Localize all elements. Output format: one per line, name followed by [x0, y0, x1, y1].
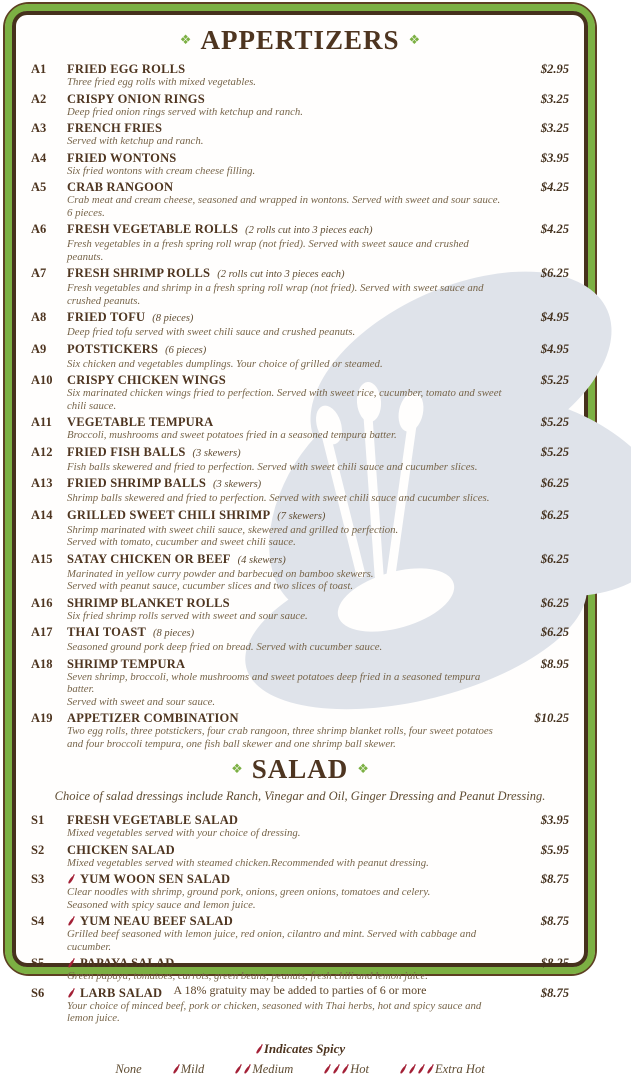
item-code: A8	[31, 310, 47, 324]
item-name-line	[67, 914, 507, 928]
menu-item-row	[31, 180, 569, 219]
item-description	[67, 671, 507, 709]
item-code: A5	[31, 180, 47, 194]
item-name: GRILLED SWEET CHILI SHRIMP	[67, 507, 271, 522]
item-price: $3.95	[540, 150, 569, 165]
item-main	[67, 657, 507, 709]
item-price: $8.75	[540, 914, 569, 928]
item-main	[67, 151, 507, 178]
item-code: A4	[31, 150, 47, 165]
item-name-line	[67, 843, 507, 857]
legend-level	[172, 1062, 205, 1077]
item-name-line	[67, 415, 507, 429]
item-main	[67, 180, 507, 219]
item-name: APPETIZER COMBINATION	[67, 711, 239, 725]
legend-level-label: Medium	[252, 1061, 294, 1076]
item-name-line	[67, 445, 507, 461]
item-description	[67, 387, 507, 412]
item-name-line	[67, 310, 507, 326]
item-name: FRIED SHRIMP BALLS	[67, 476, 207, 490]
item-name: FRIED FISH BALLS	[67, 444, 186, 459]
item-description	[67, 568, 507, 593]
item-description-line: Deep fried onion rings served with ketchup and ranch.	[67, 105, 303, 118]
item-description	[67, 1000, 507, 1025]
item-name: FRESH VEGETABLE ROLLS	[67, 222, 239, 236]
item-name: SHRIMP BLANKET ROLLS	[67, 595, 230, 610]
item-name-line	[67, 508, 507, 524]
item-main	[67, 711, 507, 750]
legend-level	[399, 1062, 485, 1077]
item-main	[67, 508, 507, 549]
item-spicy-icons	[67, 912, 76, 929]
spicy-legend-levels	[31, 1062, 569, 1077]
item-price: $3.25	[540, 91, 569, 106]
item-name-line	[67, 92, 507, 106]
item-code: S4	[31, 914, 45, 928]
item-main	[67, 62, 507, 89]
item-code: A1	[31, 62, 47, 76]
item-description	[67, 641, 507, 654]
item-name: CRISPY ONION RINGS	[67, 91, 205, 106]
menu-item-row	[31, 476, 569, 505]
item-price: $5.95	[540, 842, 569, 857]
item-code: A2	[31, 91, 47, 106]
item-name-line	[67, 180, 507, 194]
item-code: S2	[31, 842, 45, 857]
item-description-line: Six fried wontons with cream cheese filling.	[67, 164, 256, 177]
item-name-line	[67, 222, 507, 238]
chili-icon	[66, 987, 75, 999]
item-description-line: Crab meat and cream cheese, seasoned and wrapped in wontons. Served with sweet and sour sauce. 6 pieces.	[67, 194, 501, 219]
menu-item-row	[31, 872, 569, 911]
item-description	[67, 194, 507, 219]
spicy-legend-title-text: Indicates Spicy	[263, 1040, 346, 1056]
menu-item-row	[31, 843, 569, 870]
item-name: THAI TOAST	[67, 625, 147, 639]
item-name-line	[67, 476, 507, 492]
menu-item-row	[31, 657, 569, 709]
ornament-icon: ❖	[408, 33, 421, 48]
chili-icon	[398, 1063, 407, 1075]
item-price: $4.95	[540, 341, 569, 356]
item-qualifier: (8 pieces)	[152, 313, 194, 324]
item-qualifier: (6 pieces)	[165, 344, 207, 356]
item-name-line	[67, 872, 507, 886]
item-description-line: Mixed vegetables served with steamed chicken.Recommended with peanut dressing.	[67, 856, 429, 869]
chili-icon	[407, 1063, 416, 1075]
section-title: SALAD	[251, 754, 349, 784]
item-name: FRESH VEGETABLE SALAD	[67, 813, 239, 827]
item-description-line: Your choice of minced beef, pork or chicken, seasoned with Thai herbs, hot and spicy sauce and lemon juice.	[67, 999, 482, 1024]
chili-icon	[425, 1063, 434, 1075]
item-description-line: Three fried egg rolls with mixed vegetables.	[67, 76, 257, 88]
item-name-line	[67, 956, 507, 970]
menu-item-row	[31, 310, 569, 339]
item-spicy-icons	[67, 954, 76, 971]
item-description	[67, 461, 507, 474]
item-name-line	[67, 986, 507, 1000]
chili-icon	[243, 1063, 252, 1075]
item-description-line: Shrimp marinated with sweet chili sauce, skewered and grilled to perfection.	[67, 523, 399, 536]
item-name-line	[67, 596, 507, 610]
item-description-line: Served with peanut sauce, cucumber slices and two slices of toast.	[67, 580, 354, 592]
legend-level-label: Mild	[180, 1061, 205, 1076]
item-name-line	[67, 657, 507, 671]
item-code: S6	[31, 985, 45, 1000]
item-description-line: Served with ketchup and ranch.	[67, 135, 204, 147]
menu-item-row	[31, 625, 569, 654]
item-name-line	[67, 625, 507, 641]
item-main	[67, 625, 507, 654]
item-name-line	[67, 711, 507, 725]
item-name: YUM NEAU BEEF SALAD	[80, 914, 234, 928]
ornament-icon: ❖	[179, 33, 192, 48]
item-main	[67, 596, 507, 623]
menu-item-row	[31, 373, 569, 412]
item-description	[67, 165, 507, 178]
item-name: FRESH SHRIMP ROLLS	[67, 266, 211, 280]
item-code: A16	[31, 595, 53, 610]
menu-item-row	[31, 92, 569, 119]
menu-item-row	[31, 711, 569, 750]
item-price: $3.95	[540, 813, 569, 827]
item-name: LARB SALAD	[80, 985, 163, 1000]
item-price: $8.75	[540, 872, 569, 886]
item-price: $6.25	[540, 625, 569, 639]
item-price: $8.75	[540, 985, 569, 1000]
item-description-line: Six marinated chicken wings fried to perfection. Served with sweet rice, cucumber, tomato and sweet chili sauce.	[67, 387, 502, 412]
item-price: $8.95	[540, 656, 569, 671]
item-main	[67, 373, 507, 412]
item-code: A18	[31, 656, 53, 671]
chili-icon	[254, 1043, 263, 1055]
item-description	[67, 282, 507, 307]
item-main	[67, 310, 507, 339]
item-main	[67, 415, 507, 442]
item-name-line	[67, 62, 507, 76]
item-qualifier: (3 skewers)	[213, 479, 262, 490]
item-name: FRIED WONTONS	[67, 150, 177, 165]
menu-item-row	[31, 445, 569, 474]
item-description	[67, 238, 507, 263]
item-code: A17	[31, 625, 53, 639]
item-name: FRIED EGG ROLLS	[67, 62, 186, 76]
item-name-line	[67, 813, 507, 827]
item-name: CRISPY CHICKEN WINGS	[67, 373, 226, 387]
item-price: $6.25	[540, 595, 569, 610]
item-code: A12	[31, 444, 53, 459]
item-qualifier: (2 rolls cut into 3 pieces each)	[245, 225, 373, 236]
item-description	[67, 492, 507, 505]
item-description	[67, 106, 507, 119]
item-description	[67, 135, 507, 148]
item-main	[67, 92, 507, 119]
item-spicy-icons	[67, 870, 76, 887]
item-description-line: Seven shrimp, broccoli, whole mushrooms and sweet potatoes deep fried in a seasoned tempura batter.	[67, 670, 481, 695]
item-description	[67, 610, 507, 623]
menu-item-row	[31, 956, 569, 983]
item-code: A15	[31, 551, 53, 566]
item-name: FRENCH FRIES	[67, 121, 163, 135]
item-price: $6.25	[540, 266, 569, 280]
item-description-line: Deep fried tofu served with sweet chili sauce and crushed peanuts.	[67, 326, 356, 338]
item-qualifier: (7 skewers)	[277, 510, 326, 522]
item-price: $6.25	[540, 476, 569, 490]
legend-level-label: None	[115, 1061, 142, 1076]
legend-level	[115, 1062, 141, 1077]
item-name: POTSTICKERS	[67, 341, 159, 356]
item-name-line	[67, 373, 507, 387]
section-header	[31, 756, 569, 783]
item-price: $6.25	[540, 551, 569, 566]
item-code: S3	[31, 872, 45, 886]
chili-icon	[171, 1063, 180, 1075]
item-description-line: Marinated in yellow curry powder and barbecued on bamboo skewers.	[67, 567, 374, 580]
item-price: $10.25	[534, 711, 569, 725]
item-description-line: Served with tomato, cucumber and sweet chili sauce.	[67, 536, 296, 548]
item-price: $5.25	[540, 415, 569, 429]
item-code: A9	[31, 341, 47, 356]
item-code: A6	[31, 222, 47, 236]
item-description	[67, 928, 507, 953]
item-main	[67, 342, 507, 371]
item-description-line: Green papaya, tomatoes, carrots, green beans, peanuts, fresh chili and lemon juice.	[67, 970, 428, 982]
menu-item-row	[31, 986, 569, 1025]
chili-icon	[341, 1063, 350, 1075]
spicy-legend-title	[31, 1041, 569, 1057]
item-main	[67, 445, 507, 474]
ornament-icon: ❖	[231, 762, 243, 777]
item-name-line	[67, 151, 507, 165]
item-description-line: and four broccoli tempura, one fish ball skewer and one shrimp ball skewer.	[67, 737, 396, 750]
item-description-line: Fresh vegetables in a fresh spring roll wrap (not fried). Served with sweet sauce and crushed peanuts.	[67, 238, 469, 263]
item-code: A11	[31, 415, 52, 429]
chili-icon	[66, 957, 75, 969]
menu-section	[31, 756, 569, 1025]
item-price: $8.25	[540, 956, 569, 970]
item-name-line	[67, 121, 507, 135]
item-price: $4.25	[540, 180, 569, 194]
item-qualifier: (2 rolls cut into 3 pieces each)	[217, 269, 345, 280]
item-qualifier: (3 skewers)	[192, 447, 241, 459]
item-name: YUM WOON SEN SALAD	[80, 872, 231, 886]
item-description	[67, 857, 507, 870]
item-description	[67, 358, 507, 371]
item-price: $4.25	[540, 222, 569, 236]
item-description-line: Broccoli, mushrooms and sweet potatoes fried in a seasoned tempura batter.	[67, 429, 397, 441]
item-spicy-icons	[67, 984, 76, 1001]
item-main	[67, 121, 507, 148]
item-price: $3.25	[540, 121, 569, 135]
item-name: PAPAYA SALAD	[80, 956, 175, 970]
item-code: A3	[31, 121, 47, 135]
section-items	[31, 813, 569, 1025]
item-main	[67, 872, 507, 911]
item-description	[67, 76, 507, 89]
item-description-line: Fresh vegetables and shrimp in a fresh spring roll wrap (not fried). Served with sweet sauce and crushed peanuts.	[67, 282, 484, 307]
menu-item-row	[31, 342, 569, 371]
item-code: S5	[31, 956, 45, 970]
menu-item-row	[31, 266, 569, 307]
menu-section	[31, 27, 569, 750]
item-description-line: Seasoned ground pork deep fried on bread. Served with cucumber sauce.	[67, 641, 383, 653]
item-code: A19	[31, 711, 53, 725]
item-code: A7	[31, 266, 47, 280]
item-description	[67, 827, 507, 840]
menu-item-row	[31, 914, 569, 953]
item-description-line: Six fried shrimp rolls served with sweet and sour sauce.	[67, 609, 308, 622]
item-description-line: Fish balls skewered and fried to perfection. Served with sweet chili sauce and cucumber slices.	[67, 460, 478, 473]
spicy-legend	[31, 1041, 569, 1077]
item-description-line: Mixed vegetables served with your choice of dressing.	[67, 827, 301, 839]
item-name-line	[67, 266, 507, 282]
menu-item-row	[31, 222, 569, 263]
item-description	[67, 326, 507, 339]
menu-content	[16, 15, 584, 1077]
legend-level	[323, 1062, 369, 1077]
item-name: VEGETABLE TEMPURA	[67, 415, 214, 429]
legend-level-label: Extra Hot	[435, 1061, 485, 1076]
item-description-line: Clear noodles with shrimp, ground pork, onions, green onions, tomatoes and celery.	[67, 886, 431, 898]
ornament-icon: ❖	[357, 762, 369, 777]
item-description	[67, 524, 507, 549]
legend-level	[234, 1062, 293, 1077]
item-qualifier: (8 pieces)	[153, 628, 195, 639]
item-name: CHICKEN SALAD	[67, 842, 175, 857]
item-main	[67, 813, 507, 840]
item-main	[67, 843, 507, 870]
item-description	[67, 429, 507, 442]
item-code: A10	[31, 373, 53, 387]
section-title: APPERTIZERS	[200, 25, 400, 55]
section-items	[31, 62, 569, 750]
item-code: A13	[31, 476, 53, 490]
item-name-line	[67, 552, 507, 568]
item-qualifier: (4 skewers)	[237, 554, 286, 566]
menu-item-row	[31, 552, 569, 593]
section-subtitle: Choice of salad dressings include Ranch, Vinegar and Oil, Ginger Dressing and Peanut Dressing.	[54, 789, 546, 803]
item-name-line	[67, 342, 507, 358]
item-main	[67, 956, 507, 983]
item-name: SHRIMP TEMPURA	[67, 656, 186, 671]
chili-icon	[66, 873, 75, 885]
item-main	[67, 222, 507, 263]
item-price: $5.25	[540, 373, 569, 387]
chili-icon	[66, 915, 75, 927]
item-code: S1	[31, 813, 45, 827]
item-name: SATAY CHICKEN OR BEEF	[67, 551, 231, 566]
item-description	[67, 725, 507, 750]
menu-item-row	[31, 508, 569, 549]
item-main	[67, 266, 507, 307]
item-description-line: Two egg rolls, three potstickers, four crab rangoon, three shrimp blanket rolls, four sweet potatoes	[67, 725, 493, 737]
item-price: $6.25	[540, 507, 569, 522]
item-description-line: Six chicken and vegetables dumplings. Your choice of grilled or steamed.	[67, 357, 383, 370]
item-main	[67, 914, 507, 953]
item-description-line: Served with sweet and sour sauce.	[67, 695, 216, 708]
item-price: $4.95	[540, 310, 569, 324]
menu-item-row	[31, 415, 569, 442]
menu-item-row	[31, 121, 569, 148]
item-main	[67, 986, 507, 1025]
menu-item-row	[31, 596, 569, 623]
menu-item-row	[31, 62, 569, 89]
item-name: FRIED TOFU	[67, 310, 146, 324]
item-description	[67, 886, 507, 911]
item-description	[67, 970, 507, 983]
legend-level-label: Hot	[350, 1061, 370, 1076]
item-price: $5.25	[540, 444, 569, 459]
item-code: A14	[31, 507, 53, 522]
menu-item-row	[31, 813, 569, 840]
item-description-line: Grilled beef seasoned with lemon juice, red onion, cilantro and mint. Served with cabbage and cucumber.	[67, 928, 477, 953]
item-description-line: Shrimp balls skewered and fried to perfection. Served with sweet chili sauce and cucumber slices.	[67, 492, 490, 504]
chili-icon	[416, 1063, 425, 1075]
item-main	[67, 552, 507, 593]
gratuity-note: A 18% gratuity may be added to parties of 6 or more	[173, 983, 427, 997]
item-name: CRAB RANGOON	[67, 180, 174, 194]
item-description-line: Seasoned with spicy sauce and lemon juice.	[67, 898, 256, 911]
item-price: $2.95	[540, 62, 569, 76]
item-main	[67, 476, 507, 505]
section-header	[31, 27, 569, 54]
menu-item-row	[31, 151, 569, 178]
